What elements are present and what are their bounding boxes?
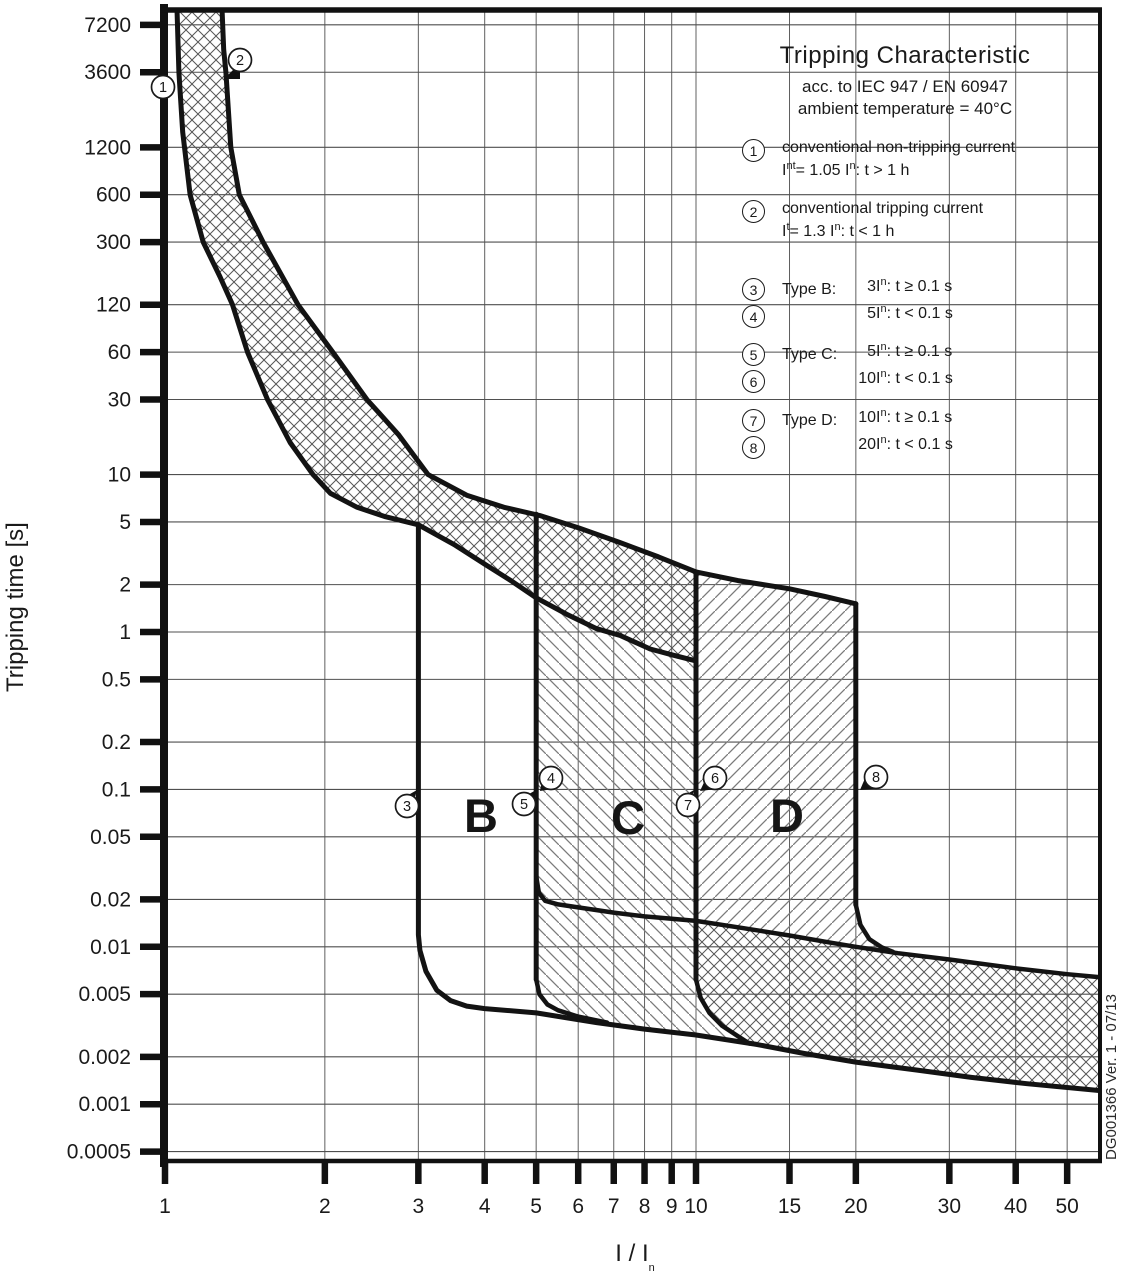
svg-text:3: 3 [402,799,412,815]
y-tick-label: 0.02 [90,888,131,912]
y-tick-label: 60 [107,341,131,365]
legend-circle-4: 4 [742,305,765,328]
legend-marker-circles [742,409,782,463]
svg-text:4: 4 [546,771,556,787]
x-tick-label: 4 [478,1195,491,1218]
legend-group-1 [742,139,1015,185]
legend-group-4 [742,343,953,397]
legend-marker-circles [742,278,782,332]
legend-rows [850,343,953,397]
x-tick-label: 40 [1004,1195,1028,1218]
legend-row: conventional non-tripping current [782,139,1016,156]
zone-letter-B: B [464,789,498,842]
x-tick-label: 3 [412,1195,425,1218]
legend-row: I $_{nt}$ = 1.05 I $_n$ : t > 1 h [782,160,910,179]
x-tick-label: 1 [159,1195,171,1218]
curve-marker-8 [865,766,888,789]
legend-row: 5 I $_n$ : t ≥ 0.1 s [850,343,953,370]
legend-group-2 [742,200,983,246]
legend-group-5 [742,409,953,463]
legend-row: 10 I $_n$ : t ≥ 0.1 s [850,409,953,436]
svg-text:8: 8 [871,770,881,786]
svg-text:6: 6 [710,771,720,787]
curve-marker-5 [513,793,536,816]
legend-multiple-value: 5 [867,305,876,322]
y-axis-title: Tripping time [s] [2,522,29,692]
y-tick-label: 120 [95,293,131,317]
y-tick-label: 0.002 [78,1045,131,1069]
legend-rows [782,200,983,246]
document-reference: DG001366 Ver. 1 - 07/13 [1103,994,1120,1160]
y-tick-label: 0.0005 [66,1140,131,1164]
y-tick-label: 10 [107,463,131,487]
legend-circle-3: 3 [742,278,765,301]
legend-circle-1: 1 [742,139,765,162]
x-tick-label: 20 [844,1195,868,1218]
legend-group-3 [742,278,953,332]
legend-row: 10 I $_n$ : t < 0.1 s [850,370,953,397]
curve-marker-1 [152,76,175,99]
x-tick-label: 7 [607,1195,620,1218]
x-tick-label: 50 [1055,1195,1079,1218]
x-tick-label: 5 [530,1195,542,1218]
legend-circle-6: 6 [742,370,765,393]
legend-row: 5 I $_n$ : t < 0.1 s [850,305,953,332]
y-tick-label: 2 [119,573,131,597]
legend-multiple-value: 20 [858,436,876,453]
svg-text:5: 5 [519,797,529,813]
legend-rows [850,278,953,332]
legend-marker-circles [742,200,782,246]
y-tick-label: 600 [95,183,131,207]
title-block [720,42,1090,119]
x-tick-label: 8 [638,1195,651,1218]
y-tick-label: 0.05 [90,825,131,849]
y-tick-label: 0.01 [90,935,131,959]
legend-row: conventional tripping current [782,200,984,217]
y-tick-label: 5 [119,510,131,534]
x-axis-title: I / $I_n$ [615,1240,655,1274]
legend-type-label: Type B: [782,281,837,298]
curve-marker-6 [704,767,727,790]
curve-marker-3 [396,795,419,818]
region-thermal-band [177,6,696,661]
legend-type-label: Type C: [782,346,838,363]
y-tick-label: 1200 [84,136,131,160]
legend-marker-circles [742,343,782,397]
legend-row: 3 I $_n$ : t ≥ 0.1 s [850,278,953,305]
x-tick-label: 30 [937,1195,962,1218]
region-type-d-band [696,572,898,953]
y-tick-label: 3600 [84,61,131,85]
legend-multiple-value: 10 [858,370,876,387]
y-tick-label: 0.2 [101,731,131,755]
y-tick-label: 1 [119,621,131,644]
legend-marker-circles [742,139,782,185]
x-tick-label: 15 [777,1195,802,1218]
zone-letter-C: C [611,791,645,844]
legend-circle-8: 8 [742,436,765,459]
x-tick-label: 2 [319,1195,331,1218]
curve-marker-2 [229,49,252,72]
y-tick-label: 0.1 [101,778,131,802]
legend-row: I $_t$ = 1.3 I $_n$ : t < 1 h [782,221,895,240]
legend-circle-5: 5 [742,343,765,366]
y-tick-label: 0.001 [78,1093,131,1117]
x-tick-label: 10 [684,1195,708,1218]
chart-title: Tripping Characteristic [779,42,1031,69]
x-tick-label: 9 [665,1195,678,1218]
legend-multiple-value: 5 [867,343,876,360]
chart-subtitle-standard: acc. to IEC 947 / EN 60947 [801,77,1008,96]
svg-text:2: 2 [235,53,245,69]
y-tick-label: 0.005 [78,983,131,1007]
legend-type-label: Type D: [782,412,838,429]
y-tick-label: 0.5 [101,668,131,692]
legend-circle-2: 2 [742,200,765,223]
legend-rows [850,409,953,463]
curve-marker-4 [540,767,563,790]
svg-text:1: 1 [158,80,168,96]
chart-subtitle-temperature: ambient temperature = 40°C [797,99,1013,118]
legend-multiple-value: 3 [867,278,876,295]
legend-rows [782,139,1015,185]
svg-text:7: 7 [683,798,693,814]
y-tick-label: 300 [95,231,131,255]
legend-row: 20 I $_n$ : t < 0.1 s [850,436,953,463]
y-tick-label: 30 [107,388,131,412]
y-tick-label: 7200 [84,13,131,37]
legend-multiple-value: 10 [858,409,876,426]
legend-circle-7: 7 [742,409,765,432]
zone-letter-D: D [770,789,804,842]
curve-marker-7 [677,794,700,817]
x-tick-label: 6 [572,1195,585,1218]
